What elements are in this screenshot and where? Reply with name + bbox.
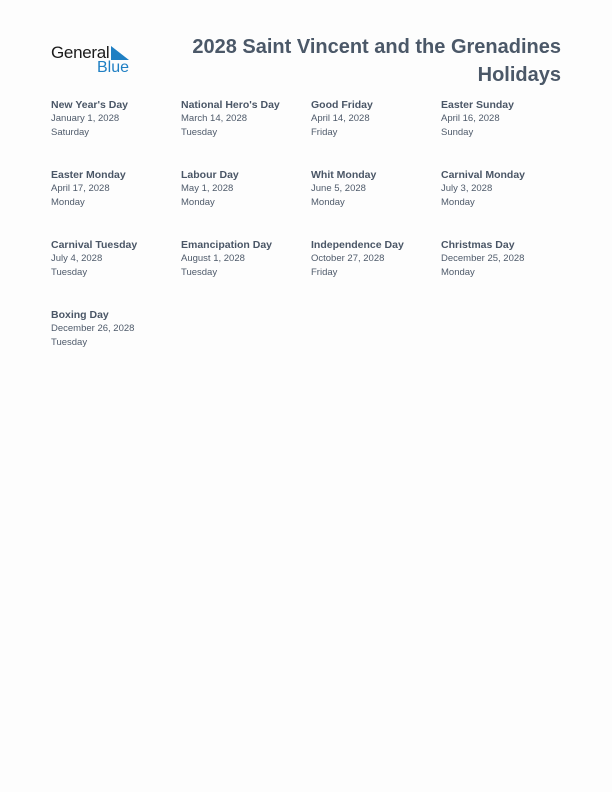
holiday-weekday: Monday — [441, 196, 475, 208]
holiday-name: Carnival Monday — [441, 169, 526, 181]
holiday-item — [441, 238, 569, 279]
holiday-item — [311, 238, 439, 279]
holiday-name: New Year's Day — [51, 99, 129, 111]
holiday-name: Whit Monday — [311, 169, 377, 181]
holiday-weekday: Saturday — [51, 126, 90, 138]
holiday-weekday: Monday — [181, 196, 215, 208]
holiday-item — [51, 308, 179, 349]
holiday-date: April 17, 2028 — [51, 183, 110, 194]
holiday-item — [441, 168, 569, 209]
logo-flag-icon — [111, 46, 129, 60]
holiday-date: January 1, 2028 — [51, 113, 120, 124]
holiday-date: December 25, 2028 — [441, 253, 525, 264]
holiday-item — [51, 168, 179, 209]
holiday-date: October 27, 2028 — [311, 253, 385, 264]
holiday-date: March 14, 2028 — [181, 113, 248, 124]
holiday-name: Christmas Day — [441, 239, 515, 251]
holiday-item — [311, 98, 439, 139]
holiday-item — [181, 98, 309, 139]
holiday-item — [181, 238, 309, 279]
holiday-date: April 16, 2028 — [441, 113, 500, 124]
holiday-weekday: Tuesday — [51, 336, 88, 348]
holiday-weekday: Friday — [311, 266, 338, 278]
holiday-name: Boxing Day — [51, 309, 109, 321]
holiday-weekday: Monday — [441, 266, 475, 278]
holiday-name: Independence Day — [311, 239, 404, 251]
holiday-weekday: Monday — [311, 196, 345, 208]
holiday-date: July 3, 2028 — [441, 183, 493, 194]
holiday-name: Carnival Tuesday — [51, 239, 138, 251]
holiday-weekday: Tuesday — [51, 266, 88, 278]
logo — [51, 43, 141, 79]
holiday-weekday: Monday — [51, 196, 85, 208]
holiday-name: Easter Monday — [51, 169, 126, 181]
holiday-name: Labour Day — [181, 169, 239, 181]
holiday-name: Good Friday — [311, 99, 373, 111]
holiday-item — [51, 238, 179, 279]
holiday-item — [311, 168, 439, 209]
holiday-date: June 5, 2028 — [311, 183, 366, 194]
holiday-date: December 26, 2028 — [51, 323, 135, 334]
holiday-item — [51, 98, 179, 139]
holiday-date: April 14, 2028 — [311, 113, 370, 124]
holiday-weekday: Tuesday — [181, 266, 218, 278]
holiday-name: National Hero's Day — [181, 99, 280, 111]
logo-text-general: General — [51, 43, 110, 62]
logo-text-blue: Blue — [97, 59, 130, 76]
page-title: 2028 Saint Vincent and the Grenadines Holidays — [192, 36, 561, 86]
holiday-item — [441, 98, 569, 139]
holiday-item — [181, 168, 309, 209]
holiday-weekday: Friday — [311, 126, 338, 138]
holiday-weekday: Sunday — [441, 126, 474, 138]
holiday-name: Emancipation Day — [181, 239, 273, 251]
holiday-date: August 1, 2028 — [181, 253, 245, 264]
holiday-name: Easter Sunday — [441, 99, 514, 111]
holiday-weekday: Tuesday — [181, 126, 218, 138]
holiday-date: July 4, 2028 — [51, 253, 103, 264]
holiday-date: May 1, 2028 — [181, 183, 234, 194]
